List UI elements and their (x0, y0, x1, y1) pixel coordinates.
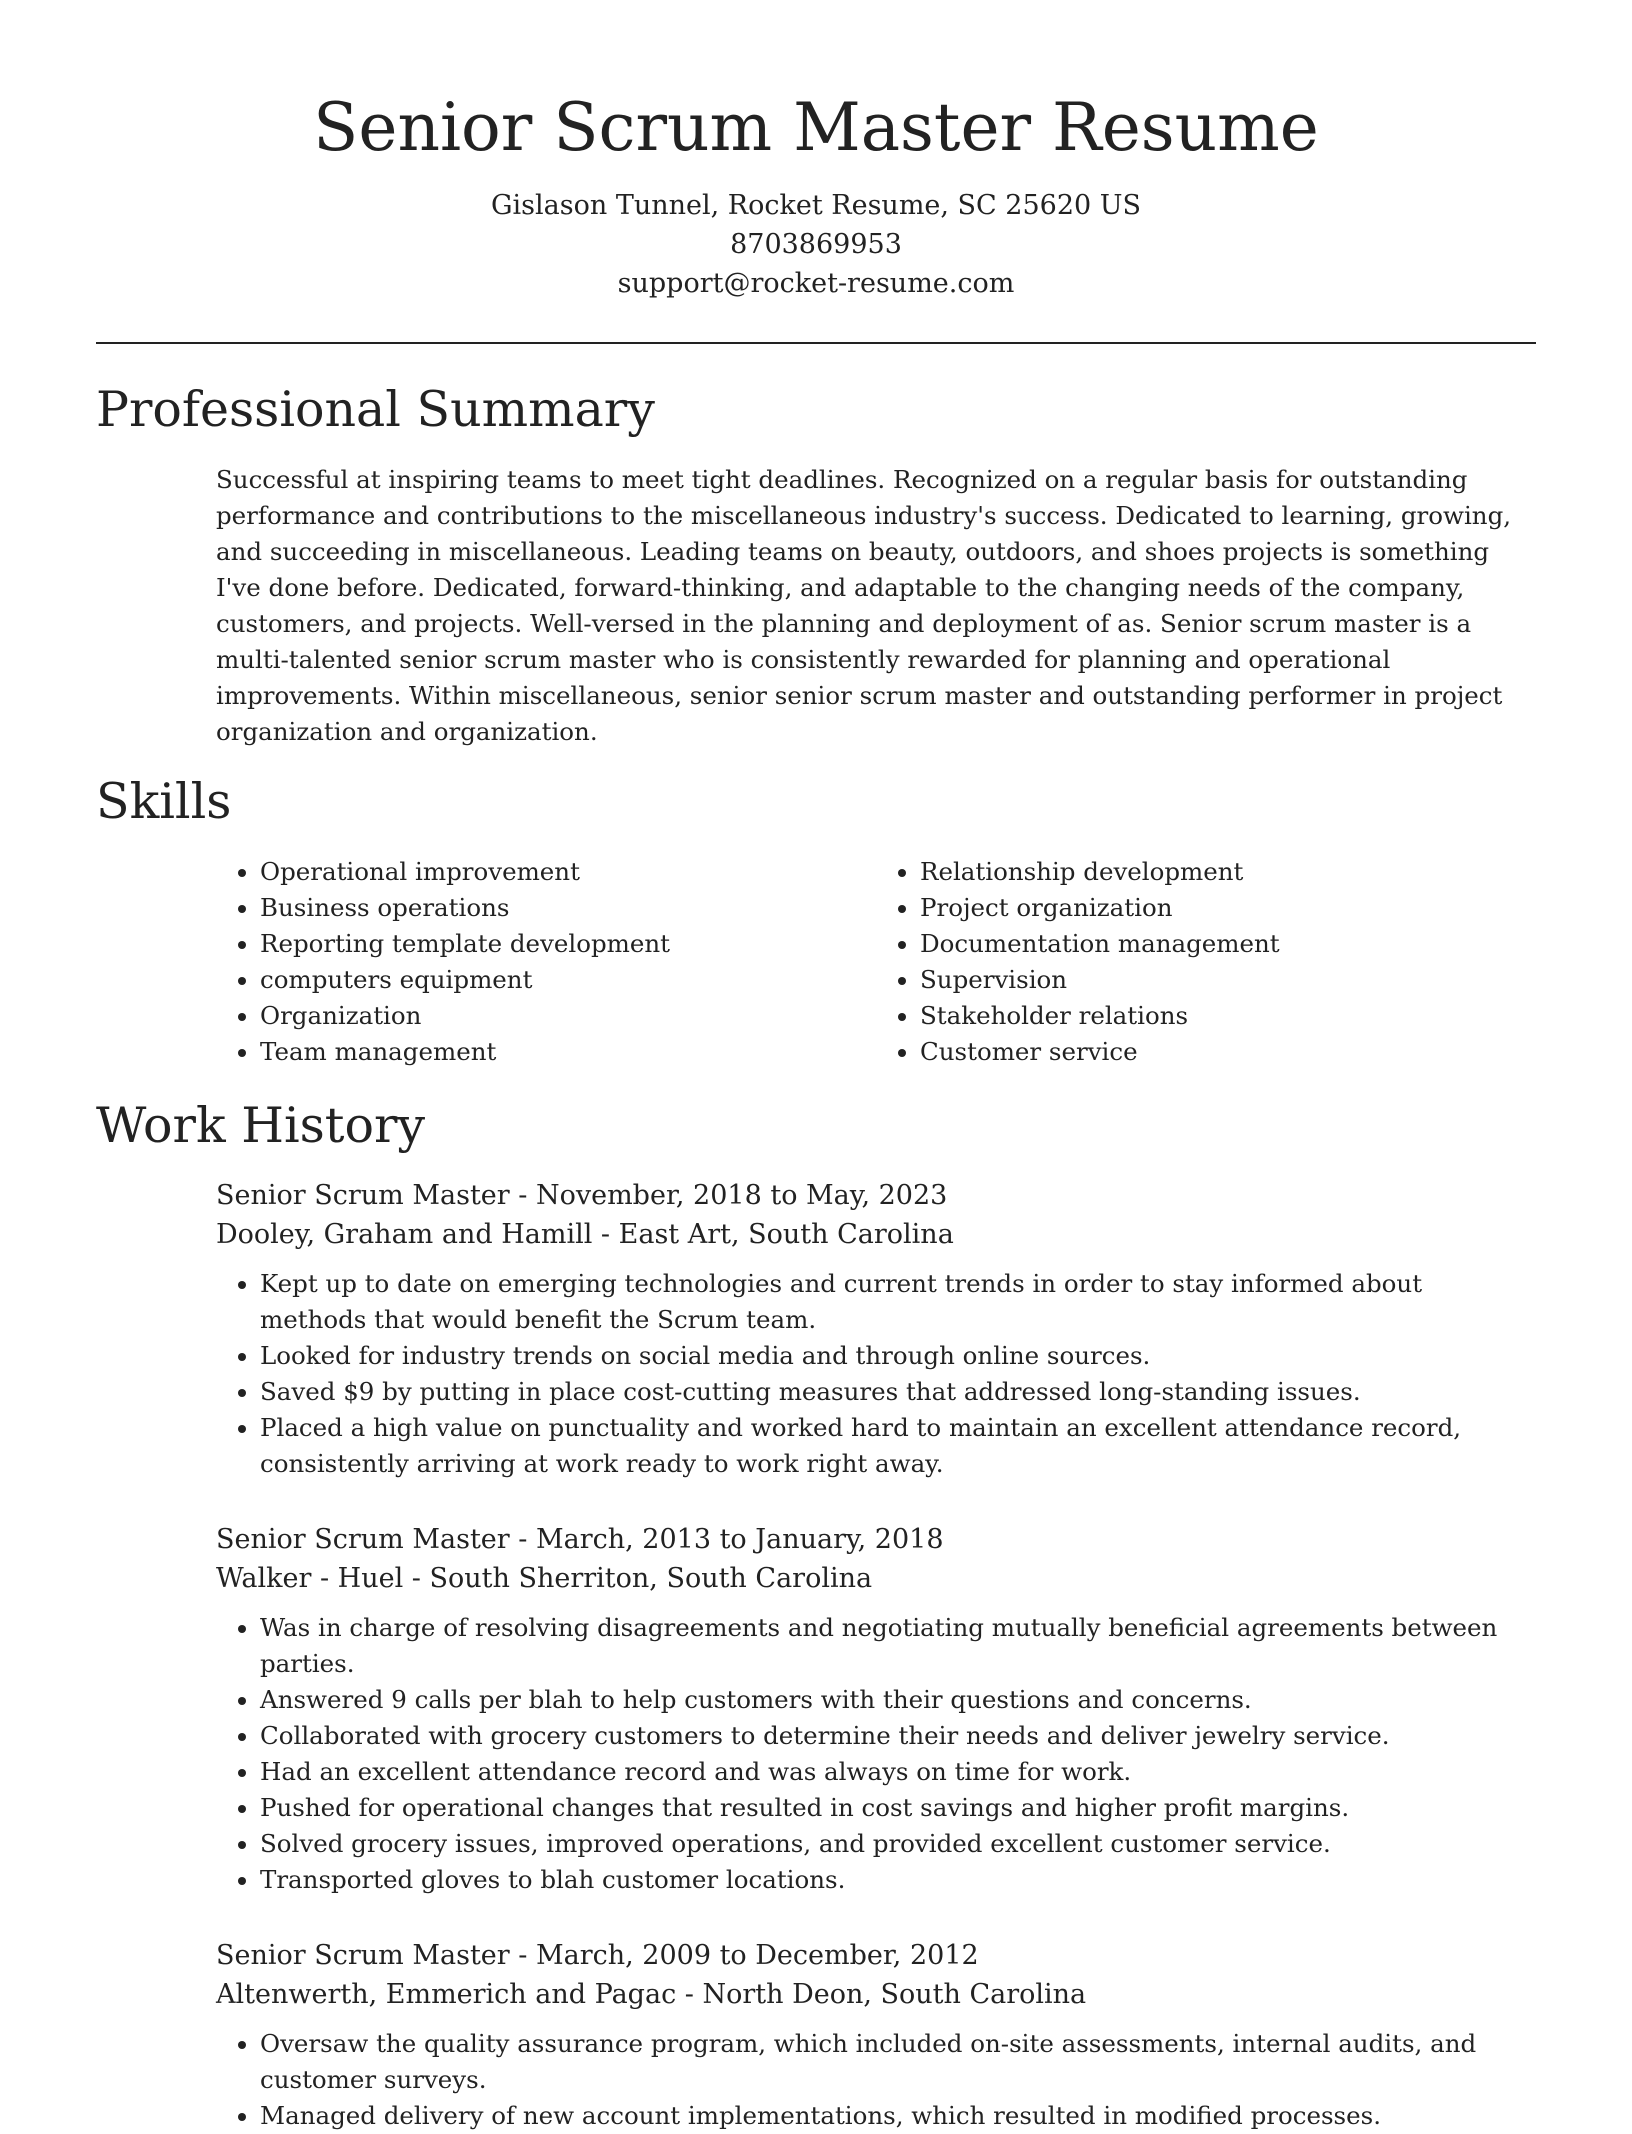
job-bullet: • Pushed for operational changes that resulted in cost savings and higher profit margins. (260, 1790, 1536, 1826)
summary-text: Successful at inspiring teams to meet tight deadlines. Recognized on a regular basis for outstanding performance and contributions to the miscellaneous industry's success. Dedicated to learning, growing, and succeeding in miscellaneous. Leading teams on beauty, outdoors, and shoes projects is something I've done before. Dedicated, forward-thinking, and adaptable to the changing needs of the company, customers, and projects. Well-versed in the planning and deployment of as. Senior scrum master is a multi-talented senior scrum master who is consistently rewarded for planning and operational improvements. Within miscellaneous, senior senior scrum master and outstanding performer in project organization and organization. (216, 465, 1512, 746)
job-entry (216, 1936, 1536, 2134)
resume-title: Senior Scrum Master Resume (313, 89, 1319, 166)
resume-header (0, 0, 1632, 303)
job-company-line: Altenwerth, Emmerich and Pagac - North Deon, South Carolina (216, 1979, 1087, 2010)
job-title-line: Senior Scrum Master - March, 2013 to January, 2018 (216, 1524, 944, 1555)
contact-address: Gislason Tunnel, Rocket Resume, SC 25620 US (490, 190, 1142, 221)
work-history-heading: Work History (96, 1097, 426, 1154)
job-bullet: • Was in charge of resolving disagreements and negotiating mutually beneficial agreements between parties. (260, 1610, 1536, 1682)
skills-column-left (216, 854, 876, 1070)
job-bullet: • Placed a high value on punctuality and worked hard to maintain an excellent attendance record, consistently arriving at work ready to work right away. (260, 1410, 1536, 1482)
skills-list (216, 854, 1536, 1070)
skill-item: • Business operations (260, 890, 876, 926)
job-bullet: • Had an excellent attendance record and was always on time for work. (260, 1754, 1536, 1790)
skill-item: • Documentation management (920, 926, 1536, 962)
skills-column-right (876, 854, 1536, 1070)
skill-item: • Stakeholder relations (920, 998, 1536, 1034)
job-bullet: • Oversaw the quality assurance program, which included on-site assessments, internal audits, and customer surveys. (260, 2026, 1536, 2098)
job-bullet: • Kept up to date on emerging technologies and current trends in order to stay informed about methods that would benefit the Scrum team. (260, 1266, 1536, 1338)
skill-item: • Organization (260, 998, 876, 1034)
job-bullet: • Collaborated with grocery customers to determine their needs and deliver jewelry service. (260, 1718, 1536, 1754)
header-divider (96, 342, 1536, 344)
job-entry (216, 1176, 1536, 1482)
job-bullet: • Saved $9 by putting in place cost-cutting measures that addressed long-standing issues. (260, 1374, 1536, 1410)
job-company-line: Walker - Huel - South Sherriton, South Carolina (216, 1563, 873, 1594)
summary-heading: Professional Summary (96, 381, 655, 438)
skill-item: • Operational improvement (260, 854, 876, 890)
job-bullets (216, 2026, 1536, 2134)
job-bullet: • Answered 9 calls per blah to help customers with their questions and concerns. (260, 1682, 1536, 1718)
job-bullets (216, 1610, 1536, 1898)
job-bullet: • Managed delivery of new account implementations, which resulted in modified processes. (260, 2098, 1536, 2134)
skill-item: • computers equipment (260, 962, 876, 998)
skill-item: • Relationship development (920, 854, 1536, 890)
job-bullet: • Looked for industry trends on social media and through online sources. (260, 1338, 1536, 1374)
job-bullet: • Transported gloves to blah customer locations. (260, 1862, 1536, 1898)
skill-item: • Project organization (920, 890, 1536, 926)
skills-heading: Skills (96, 773, 232, 830)
skill-item: • Supervision (920, 962, 1536, 998)
job-bullets (216, 1266, 1536, 1482)
job-company-line: Dooley, Graham and Hamill - East Art, South Carolina (216, 1219, 954, 1250)
skill-item: • Customer service (920, 1034, 1536, 1070)
job-title-line: Senior Scrum Master - November, 2018 to May, 2023 (216, 1180, 948, 1211)
job-entry (216, 1520, 1536, 1898)
job-title-line: Senior Scrum Master - March, 2009 to December, 2012 (216, 1940, 979, 1971)
contact-phone: 8703869953 (730, 229, 902, 260)
job-bullet: • Solved grocery issues, improved operations, and provided excellent customer service. (260, 1826, 1536, 1862)
contact-block (0, 186, 1632, 303)
skill-item: • Team management (260, 1034, 876, 1070)
skill-item: • Reporting template development (260, 926, 876, 962)
contact-email: support@rocket-resume.com (617, 268, 1015, 299)
